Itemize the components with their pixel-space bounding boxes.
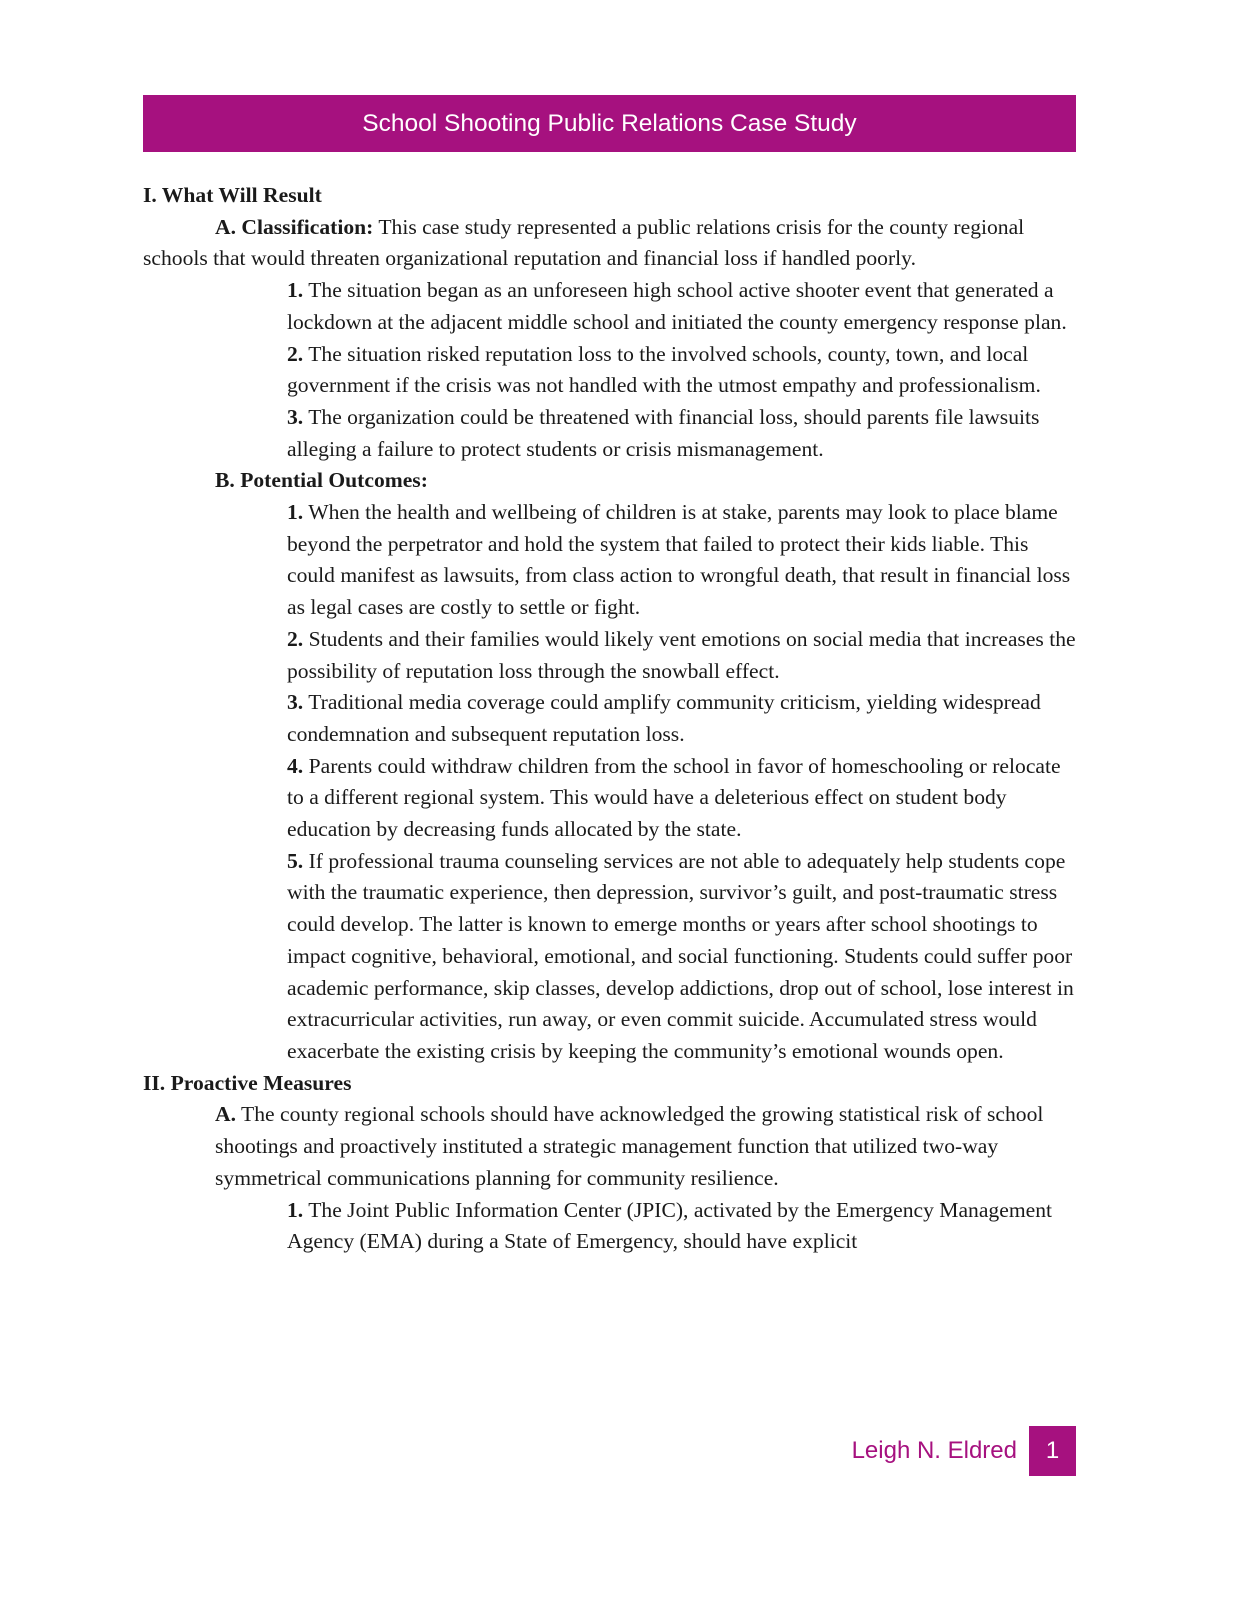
item-number: 3. bbox=[287, 404, 304, 429]
proactive-paragraph-a bbox=[143, 1099, 1078, 1194]
item-text: Traditional media coverage could amplify community criticism, yielding widespread condemnation and subsequent reputation loss. bbox=[287, 690, 1041, 746]
proactive-item-1 bbox=[143, 1195, 1078, 1258]
item-number: 2. bbox=[287, 626, 304, 651]
item-text: The organization could be threatened with financial loss, should parents file lawsuits alleging a failure to protect students or crisis mismanagement. bbox=[287, 404, 1040, 461]
item-number: 3. bbox=[287, 690, 304, 715]
item-text: The situation began as an unforeseen high school active shooter event that generated a lockdown at the adjacent middle school and initiated the county emergency response plan. bbox=[287, 278, 1067, 334]
item-text: The Joint Public Information Center (JPIC), activated by the Emergency Management Agency (EMA) during a State of Emergency, should have explicit bbox=[287, 1197, 1052, 1254]
section-1-heading: I. What Will Result bbox=[143, 183, 322, 207]
item-number: 4. bbox=[287, 753, 304, 778]
document-title-bar bbox=[143, 95, 1076, 152]
classification-item-2 bbox=[143, 339, 1078, 402]
item-label: A. bbox=[215, 1102, 236, 1127]
section-2-heading: II. Proactive Measures bbox=[143, 1070, 352, 1095]
document-body bbox=[143, 180, 1078, 1258]
item-number: 5. bbox=[287, 848, 304, 873]
classification-label: A. Classification: bbox=[215, 214, 374, 239]
item-text: The county regional schools should have acknowledged the growing statistical risk of school shootings and proactively instituted a strategic management function that utilized two-way symmetrical communications planning for community resilience. bbox=[215, 1102, 1044, 1190]
item-number: 2. bbox=[287, 341, 304, 366]
outcome-item-1 bbox=[143, 497, 1078, 624]
item-text: The situation risked reputation loss to the involved schools, county, town, and local government if the crisis was not handled with the utmost empathy and professionalism. bbox=[287, 341, 1041, 398]
classification-item-3 bbox=[143, 402, 1078, 465]
page-number-badge bbox=[1029, 1426, 1076, 1476]
outcome-item-2 bbox=[143, 624, 1078, 687]
item-text: When the health and wellbeing of children is at stake, parents may look to place blame beyond the perpetrator and hold the system that failed to protect their kids liable. This could manifest as lawsuits, from class action to wrongful death, that result in financial loss as legal cases are costly to settle or fight. bbox=[287, 500, 1071, 620]
footer-author: Leigh N. Eldred bbox=[851, 1437, 1017, 1464]
document-title: School Shooting Public Relations Case Study bbox=[362, 109, 857, 137]
item-number: 1. bbox=[287, 500, 304, 525]
item-text: Students and their families would likely vent emotions on social media that increases the possibility of reputation loss through the snowball effect. bbox=[287, 626, 1076, 683]
classification-item-1 bbox=[143, 275, 1078, 338]
item-text: Parents could withdraw children from the school in favor of homeschooling or relocate to a different regional system. This would have a deleterious effect on student body education by decreasing funds allocated by the state. bbox=[287, 753, 1061, 842]
classification-paragraph bbox=[143, 212, 1078, 275]
outcome-item-5 bbox=[143, 846, 1078, 1068]
page-number: 1 bbox=[1045, 1437, 1060, 1464]
item-text: If professional trauma counseling services are not able to adequately help students cope with the traumatic experience, then depression, survivor’s guilt, and post-traumatic stress could develop. The latter is known to emerge months or years after school shootings to impact cognitive, behavioral, emotional, and social functioning. Students could suffer poor academic performance, skip classes, develop addictions, drop out of school, lose interest in extracurricular activities, run away, or even commit suicide. Accumulated stress would exacerbate the existing crisis by keeping the community’s emotional wounds open. bbox=[287, 848, 1074, 1063]
item-number: 1. bbox=[287, 1197, 304, 1222]
outcome-item-4 bbox=[143, 751, 1078, 846]
potential-outcomes-heading: B. Potential Outcomes: bbox=[215, 468, 428, 493]
classification-text: This case study represented a public relations crisis for the county regional schools that would threaten organizational reputation and financial loss if handled poorly. bbox=[143, 214, 1025, 271]
outcome-item-3 bbox=[143, 687, 1078, 750]
item-number: 1. bbox=[287, 278, 304, 303]
